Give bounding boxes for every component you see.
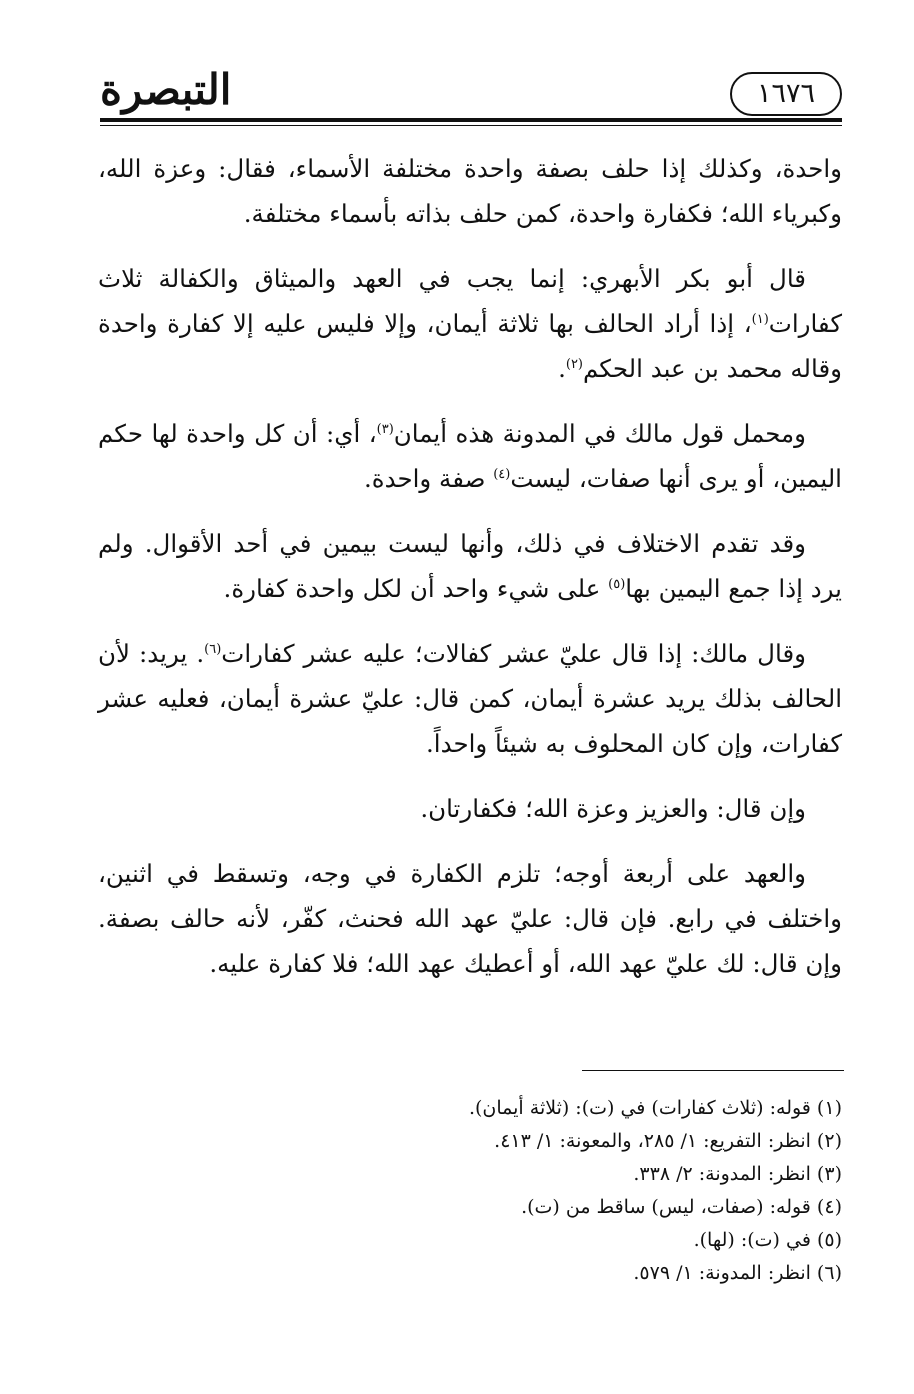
footnote: (٥) في (ت): (لها).: [693, 1229, 842, 1251]
paragraph-text: وإن قال: والعزيز وعزة الله؛ فكفارتان.: [420, 794, 806, 823]
footnote-ref[interactable]: (١): [751, 311, 769, 327]
paragraph: [98, 851, 842, 986]
paragraph-text: . يريد: لأن الحالف بذلك يريد عشرة أيمان، كمن قال: عليّ عشرة أيمان، فعليه عشر كفارات، وإن كان المحلوف به شيئاً واحداً.: [98, 639, 842, 758]
footnote-ref[interactable]: (٦): [204, 641, 222, 657]
footnote-ref[interactable]: (٤): [493, 466, 511, 482]
paragraph: [98, 256, 842, 391]
paragraph-text: ، أي: أن كل واحدة لها حكم اليمين، أو يرى أنها صفات، ليست: [98, 419, 842, 493]
page-number: ١٦٧٦: [756, 78, 815, 109]
footnote-separator: [582, 1070, 844, 1071]
footnote-ref[interactable]: (٢): [565, 356, 583, 372]
paragraph: [98, 411, 842, 501]
footnotes: [98, 1092, 842, 1290]
paragraph-text: وقد تقدم الاختلاف في ذلك، وأنها ليست بيمين في أحد الأقوال. ولم يرد إذا جمع اليمين بها: [98, 529, 842, 603]
paragraph-text: صفة واحدة.: [364, 464, 494, 493]
footnote: (٦) انظر: المدونة: ١/ ٥٧٩.: [633, 1262, 842, 1284]
header-rule-thin: [100, 125, 842, 126]
paragraph-text: قال أبو بكر الأبهري: إنما يجب في العهد والميثاق والكفالة ثلاث كفارات: [98, 264, 842, 338]
paragraph: [98, 786, 842, 831]
footnote: (٢) انظر: التفريع: ١/ ٢٨٥، والمعونة: ١/ ٤١٣.: [494, 1130, 842, 1152]
paragraph: [98, 146, 842, 236]
footnote-ref[interactable]: (٣): [376, 421, 394, 437]
paragraph-text: على شيء واحد أن لكل واحدة كفارة.: [223, 574, 609, 603]
book-title: التبصرة: [100, 65, 232, 114]
paragraph-text: والعهد على أربعة أوجه؛ تلزم الكفارة في وجه، وتسقط في اثنين، واختلف في رابع. فإن قال: عليّ عهد الله فحنث، كفّر، لأنه حالف بصفة. وإن قال: لك عليّ عهد الله، أو أعطيك عهد الله؛ فلا كفارة عليه.: [98, 859, 842, 978]
page-header: [100, 62, 842, 126]
paragraph-text: وقال مالك: إذا قال عليّ عشر كفالات؛ عليه عشر كفارات: [221, 639, 806, 668]
footnote: (٤) قوله: (صفات، ليس) ساقط من (ت).: [521, 1196, 842, 1218]
paragraph-text: .: [558, 354, 566, 383]
paragraph-text: ومحمل قول مالك في المدونة هذه أيمان: [393, 419, 806, 448]
main-text: [98, 146, 842, 1006]
paragraph-text: واحدة، وكذلك إذا حلف بصفة واحدة مختلفة الأسماء، فقال: وعزة الله، وكبرياء الله؛ فكفارة واحدة، كمن حلف بذاته بأسماء مختلفة.: [98, 154, 842, 228]
page-number-badge: [730, 72, 842, 116]
paragraph: [98, 521, 842, 611]
footnote: (٣) انظر: المدونة: ٢/ ٣٣٨.: [633, 1163, 842, 1185]
footnote: (١) قوله: (ثلاث كفارات) في (ت): (ثلاثة أيمان).: [468, 1097, 842, 1119]
paragraph-text: ، إذا أراد الحالف بها ثلاثة أيمان، وإلا فليس عليه إلا كفارة واحدة وقاله محمد بن عبد الحكم: [98, 309, 842, 383]
footnote-ref[interactable]: (٥): [608, 576, 626, 592]
header-rule: [100, 118, 842, 122]
paragraph: [98, 631, 842, 766]
